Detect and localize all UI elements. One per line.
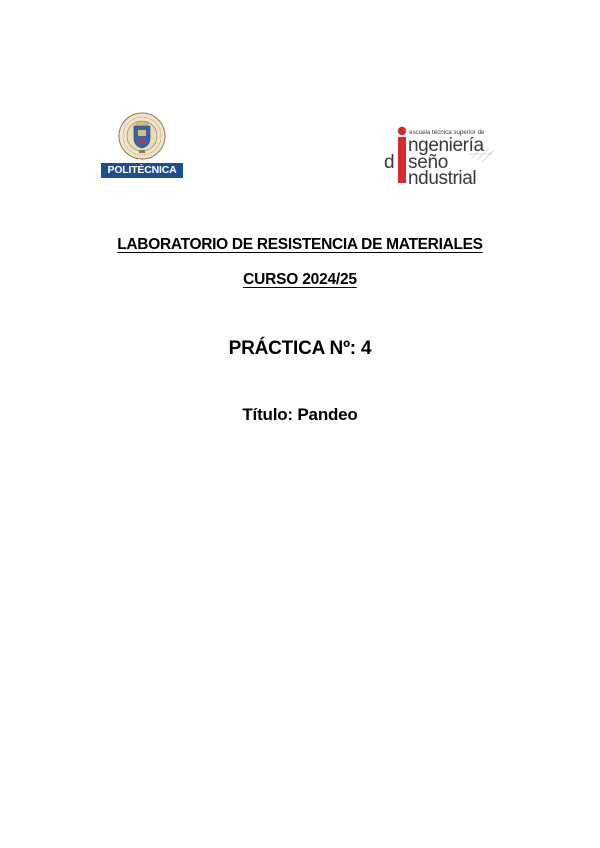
school-tagline: escuela técnica superior de — [409, 129, 485, 136]
practice-topic: Título: Pandeo — [242, 405, 358, 424]
school-word-ingenieria: ngeniería — [408, 135, 484, 156]
school-dot-icon — [398, 127, 406, 135]
school-word-industrial: ndustrial — [408, 168, 477, 188]
school-logo-graphic — [380, 122, 508, 188]
school-bar-icon — [398, 137, 406, 183]
practice-number: PRÁCTICA Nº: 4 — [228, 338, 372, 359]
school-word-di: d — [384, 152, 395, 173]
upm-logo — [101, 112, 183, 178]
lab-title: LABORATORIO DE RESISTENCIA DE MATERIALES — [117, 236, 483, 253]
upm-crest-icon — [117, 112, 167, 162]
school-logo — [380, 122, 508, 188]
university-label: POLITÉCNICA — [101, 163, 183, 178]
school-word-seno: seño — [408, 152, 449, 173]
course-title: CURSO 2024/25 — [243, 271, 357, 288]
